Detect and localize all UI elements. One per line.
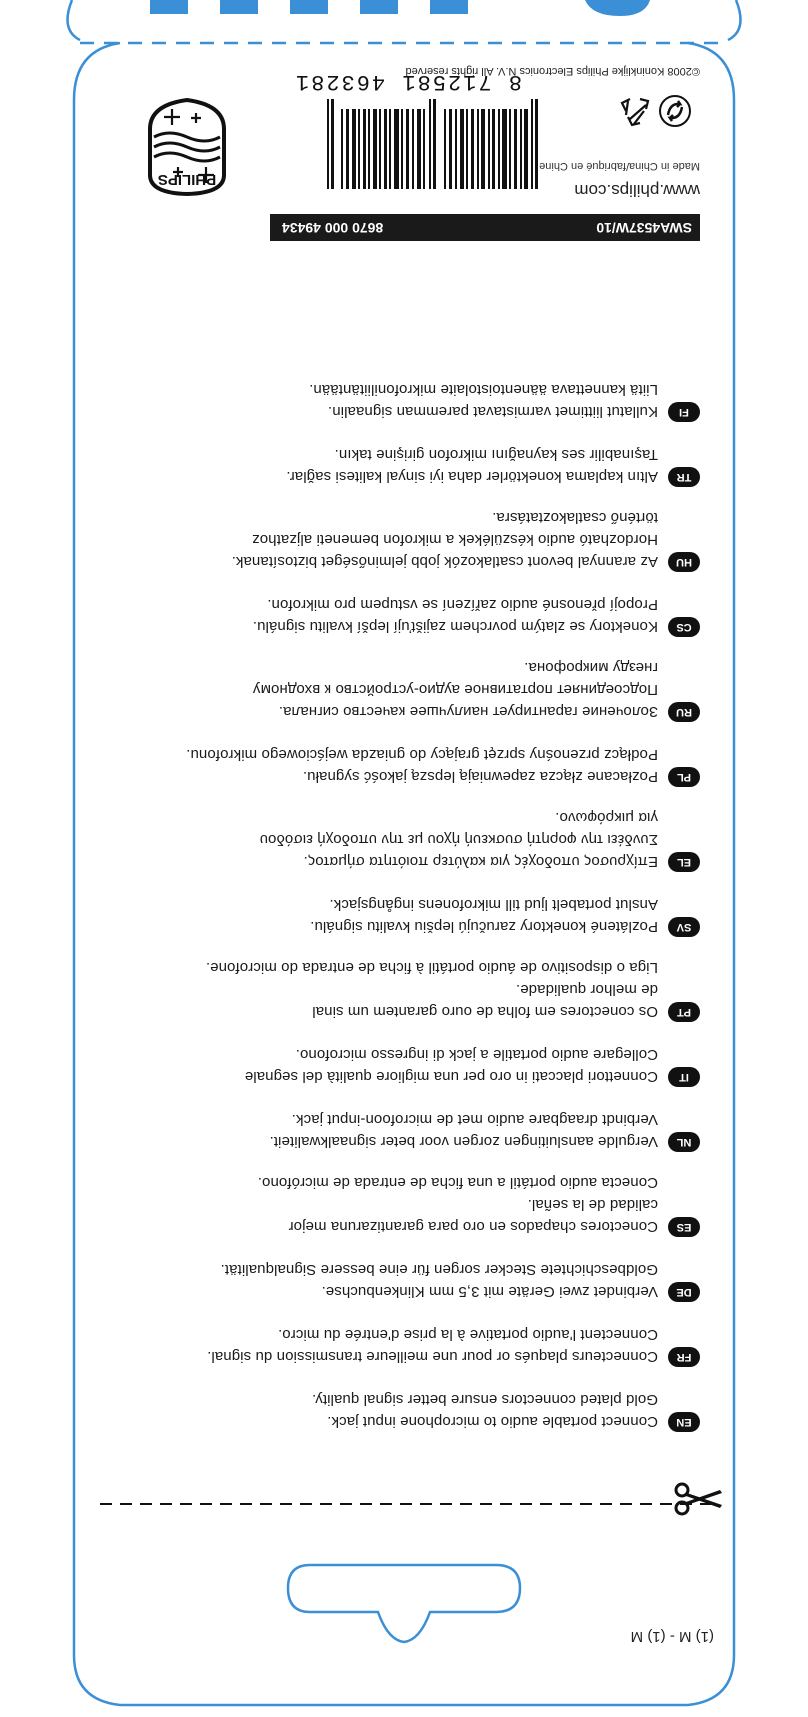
description-line: Taşınabilir ses kaynağını mikrofon girişine takın. [334,446,658,463]
language-badge: NL [668,1132,700,1152]
copyright-text: ©2008 Koninklijke Philips Electronics N.V. All rights reserved [405,65,700,77]
description-line: Podłącz przenośny sprzęt grający do gniazda wejściowego mikrofonu. [186,746,658,763]
description-line: Συνδέει την φορητή συσκευή ήχου με την υποδοχή εισόδου [259,831,658,848]
description-line: Conecta audio portátil a una ficha de entrada de micrófono. [257,1174,658,1191]
description-line: Altın kaplama konektörler daha iyi sinyal kalitesi sağlar. [286,468,658,485]
description-line: Connecteurs plaqués or pour une meilleure transmission du signal. [207,1348,658,1365]
recycle-icon [612,88,692,129]
description-line: Az arannyal bevont csatlakozók jobb jelminőséget biztosítanak. [231,553,658,570]
description-line: Gold plated connectors ensure better signal quality. [312,1391,658,1408]
description-line: Goldbeschichtete Stecker sorgen für eine bessere Signalqualität. [220,1261,658,1278]
language-badge: EL [668,852,700,872]
language-badge: SV [668,917,700,937]
philips-logo [144,92,230,197]
description-line: Connectent l'audio portative à la prise d'entrée du micro. [277,1326,658,1343]
description-line: Hordozható audio készülékek a mikrofon bemeneti aljzathoz [252,531,658,548]
description-line: Vergulde aansluitingen zorgen voor beter signaalkwaliteit. [269,1133,658,1150]
model-bar [270,214,700,241]
description-line: Verbindet zwei Geräte mit 3,5 mm Klinkenbuchse. [321,1283,658,1300]
language-badge: HU [668,552,700,572]
description-line: calidad de la señal. [527,1196,658,1213]
description-line: Conectores chapados en oro para garantizaruna mejor [288,1218,658,1235]
description-line: Pozłacane złącza zapewniają lepszą jakość sygnału. [302,768,658,785]
model-number: 8670 000 49434 [282,220,384,236]
barcode-digits: 8 712581 463281 [293,69,522,94]
language-badge: EN [668,1412,700,1432]
language-badge: RU [668,702,700,722]
description-line: Propojí přenosné audio zařízení se vstupem pro mikrofon. [267,596,658,613]
description-line: Verbindt draagbare audio met de microfoon-input jack. [291,1111,658,1128]
description-line: Επίχρυσος υποδοχές για καλύτερ ποιότητα σήματος. [303,853,658,870]
brand-text: PHILIPS [157,171,217,188]
language-badge: IT [668,1067,700,1087]
language-badge: CS [668,617,700,637]
description-line: Konektory se zlatým povrchem zajišťují lepší kvalitu signálu. [252,618,658,635]
description-line: Os conectores em folha de ouro garantem um sinal [312,1003,658,1020]
language-badge: DE [668,1282,700,1302]
scissors-icon [672,1476,728,1517]
language-badge: ES [668,1217,700,1237]
website-text: www.philips.com [574,181,700,200]
language-badge: PL [668,767,700,787]
description-line: történő csatlakoztatásra. [492,509,658,526]
language-badge: FR [668,1347,700,1367]
language-badge: TR [668,467,700,487]
description-line: Liitä kannettava äänentoistolaite mikrofoniliitäntään. [309,381,658,398]
made-in-text: Made in China/fabriqué en Chine [539,160,700,172]
language-badge: FI [668,402,700,422]
barcode [326,94,538,189]
description-line: de melhor qualidade. [515,981,658,998]
description-line: Pozlátené konektory zaručujú lepšiu kvalitu signálu. [310,918,658,935]
description-line: Connettori placcati in oro per una migliore qualità del segnale [244,1068,658,1085]
description-line: Anslut portabelt ljud till mikrofonens ingångsjack. [329,896,658,913]
description-line: Collegare audio portatile a jack di ingresso microfono. [295,1046,658,1063]
description-line: Золочение гарантирует наилучшее качество сигнала. [278,703,658,720]
description-line: Connect portable audio to microphone input jack. [327,1413,658,1430]
size-code: (1) M - (1) M [630,1628,714,1645]
model-code: SWA4537W/10 [596,220,692,236]
description-line: Kullatut liittimet varmistavat paremman signaalin. [327,403,658,420]
description-line: Liga o dispositivo de áudio portátil à ficha de entrada do microfone. [205,959,658,976]
description-line: гнезду микрофона. [524,659,658,676]
language-badge: PT [668,1002,700,1022]
description-line: Подсоединяет портативное аудио-устройство к входному [252,681,658,698]
description-line: για μικρόφωνο. [555,809,658,826]
